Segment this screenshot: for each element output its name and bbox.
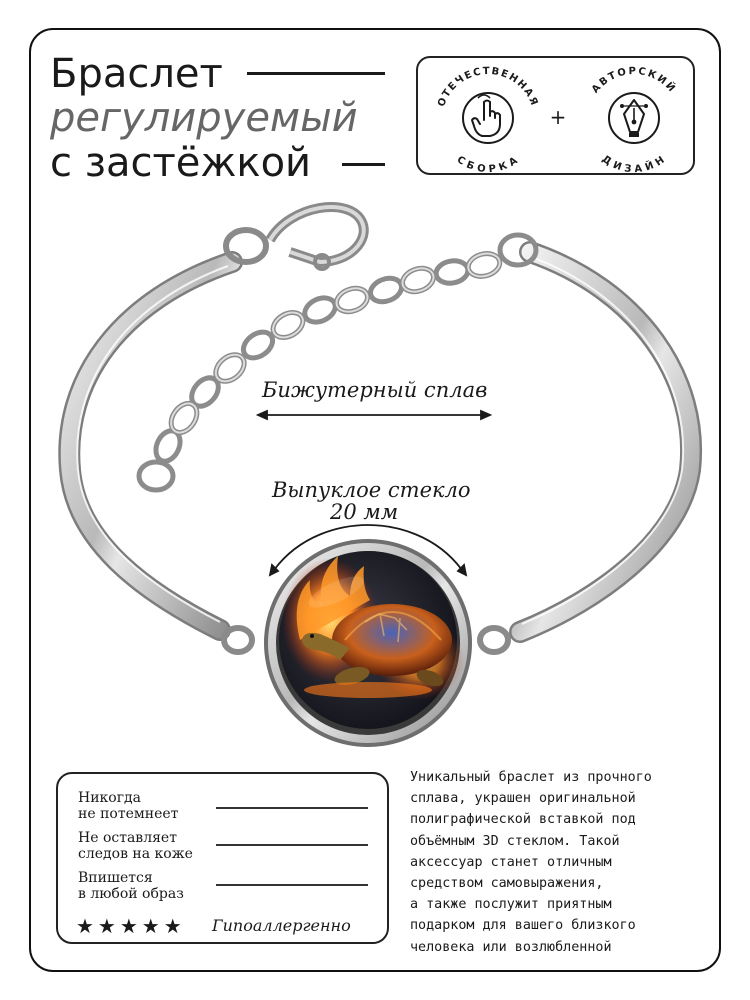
feature-1-rule: [216, 807, 368, 809]
description-line: человека или возлюбленной: [410, 939, 612, 955]
badge-left-arc-text: ОТЕЧЕСТВЕННАЯ: [436, 65, 540, 109]
badge-right-arc-text: АВТОРСКИЙ: [590, 65, 678, 96]
feature-1: [78, 790, 178, 822]
features-box: [56, 772, 389, 944]
bracelet-band-left: [69, 262, 232, 630]
feature-3-rule: [216, 884, 368, 886]
description-line: Уникальный браслет из прочного: [410, 770, 652, 785]
badge-left-bottom-text: СБОРКА: [454, 154, 522, 176]
description-line: аксессуар станет отличным: [410, 854, 612, 870]
feature-2: [78, 830, 193, 862]
hypoallergenic-label: Гипоаллергенно: [212, 916, 351, 935]
badge-right-bottom-text: ДИЗАЙН: [599, 153, 669, 176]
glass-label: Выпуклое стекло: [272, 478, 471, 502]
glass-size-label: 20 мм: [330, 500, 399, 524]
feature-3-line-1: Впишется: [78, 870, 153, 886]
feature-2-line-2: следов на коже: [78, 846, 193, 862]
lobster-clasp: [226, 207, 364, 269]
cabochon-pendant: [264, 539, 472, 747]
title-line-2: регулируемый: [50, 95, 358, 141]
description-text: [410, 767, 700, 958]
feature-3: [78, 870, 184, 902]
description-line: сплава, украшен оригинальной: [410, 791, 636, 807]
description-line: а также послужит приятным: [410, 897, 612, 913]
description-line: полиграфической вставкой под: [410, 812, 636, 828]
bracelet-band-right: [520, 252, 691, 632]
description-line: подарком для вашего близкого: [410, 918, 636, 934]
alloy-label: Бижутерный сплав: [262, 378, 488, 402]
badge-plus: +: [549, 105, 567, 129]
feature-1-line-1: Никогда: [78, 790, 142, 806]
feature-1-line-2: не потемнеет: [78, 806, 179, 822]
title-line-3: с застёжкой: [50, 140, 312, 186]
feature-2-rule: [216, 844, 368, 846]
description-line: средством самовыражения,: [410, 876, 604, 892]
alloy-double-arrow: [258, 411, 490, 419]
feature-3-line-2: в любой образ: [78, 886, 184, 902]
rating-stars: ★★★★★: [76, 914, 186, 938]
description-line: объёмным 3D стеклом. Такой: [410, 833, 620, 849]
title-line-1: Браслет: [50, 51, 223, 97]
feature-2-line-1: Не оставляет: [78, 830, 177, 846]
